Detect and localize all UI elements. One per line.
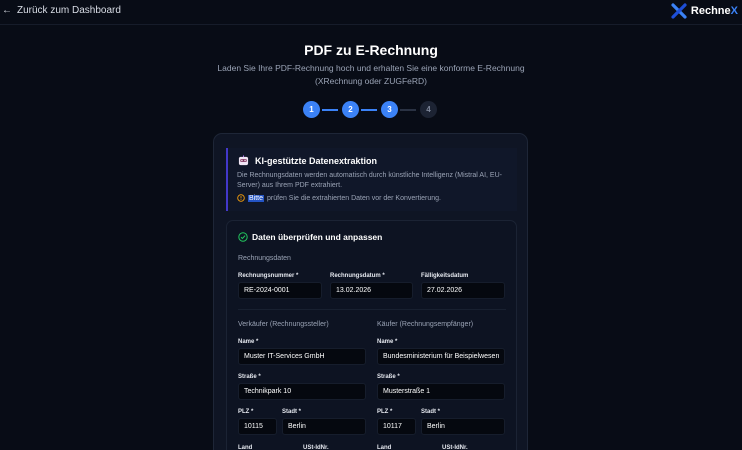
seller-zip-input[interactable]: 10115 <box>238 418 277 435</box>
section-divider <box>238 309 506 310</box>
back-to-dashboard-link[interactable] <box>2 5 121 16</box>
buyer-city-input[interactable]: Berlin <box>421 418 505 435</box>
page-subtitle: Laden Sie Ihre PDF-Rechnung hoch und erhalten Sie eine konforme E-Rechnung (XRechnung oder ZUGFeRD) <box>217 63 525 86</box>
review-title: Daten überprüfen und anpassen <box>238 232 382 242</box>
seller-vat-label: USt-IdNr. <box>303 445 329 450</box>
seller-zip-label: PLZ * <box>238 409 254 415</box>
invoice-number-label: Rechnungsnummer * <box>238 273 299 279</box>
step-3: 3 <box>381 101 398 118</box>
robot-icon <box>238 155 249 166</box>
brand-logo-icon <box>671 3 687 19</box>
check-circle-icon <box>238 232 248 242</box>
seller-name-input[interactable]: Muster IT-Services GmbH <box>238 348 366 365</box>
seller-street-label: Straße * <box>238 374 261 380</box>
buyer-country-label: Land <box>377 445 392 450</box>
step-connector <box>400 109 416 111</box>
ai-extraction-info <box>226 148 517 211</box>
ai-review-note <box>237 194 441 202</box>
step-1: 1 <box>303 101 320 118</box>
buyer-section-label: Käufer (Rechnungsempfänger) <box>377 321 474 328</box>
seller-city-input[interactable]: Berlin <box>282 418 366 435</box>
buyer-name-input[interactable]: Bundesministerium für Beispielwesen <box>377 348 505 365</box>
seller-section-label: Verkäufer (Rechnungssteller) <box>238 321 329 328</box>
due-date-label: Fälligkeitsdatum <box>421 273 469 279</box>
ai-description: Die Rechnungsdaten werden automatisch durch künstliche Intelligenz (Mistral AI, EU-Server) aus Ihrem PDF extrahiert. <box>237 172 502 189</box>
warning-icon <box>237 194 245 202</box>
review-section <box>226 220 517 450</box>
buyer-street-label: Straße * <box>377 374 400 380</box>
invoice-date-input[interactable]: 13.02.2026 <box>330 282 413 299</box>
seller-name-label: Name * <box>238 339 259 345</box>
page-title: PDF zu E-Rechnung <box>304 42 438 58</box>
top-bar <box>0 0 742 25</box>
step-connector <box>322 109 338 111</box>
due-date-input[interactable]: 27.02.2026 <box>421 282 505 299</box>
buyer-vat-label: USt-IdNr. <box>442 445 468 450</box>
buyer-name-label: Name * <box>377 339 398 345</box>
brand-name: RechneX <box>690 5 738 17</box>
arrow-left-icon: ← <box>2 5 12 16</box>
buyer-street-input[interactable]: Musterstraße 1 <box>377 383 505 400</box>
invoice-number-input[interactable]: RE-2024-0001 <box>238 282 322 299</box>
invoice-date-label: Rechnungsdatum * <box>330 273 385 279</box>
back-link-label: Zurück zum Dashboard <box>17 5 121 16</box>
note-highlight: Bitte <box>249 194 264 202</box>
brand[interactable] <box>671 3 738 19</box>
buyer-city-label: Stadt * <box>421 409 441 415</box>
seller-city-label: Stadt * <box>282 409 302 415</box>
invoice-section-label: Rechnungsdaten <box>238 255 291 262</box>
step-connector <box>361 109 377 111</box>
main-card <box>213 133 528 450</box>
seller-street-input[interactable]: Technikpark 10 <box>238 383 366 400</box>
note-text: prüfen Sie die extrahierten Daten vor der Konvertierung. <box>267 194 441 202</box>
stepper <box>303 101 439 118</box>
buyer-zip-label: PLZ * <box>377 409 393 415</box>
step-2: 2 <box>342 101 359 118</box>
step-4: 4 <box>420 101 437 118</box>
seller-country-label: Land <box>238 445 253 450</box>
buyer-zip-input[interactable]: 10117 <box>377 418 416 435</box>
ai-title: KI-gestützte Datenextraktion <box>238 155 377 166</box>
